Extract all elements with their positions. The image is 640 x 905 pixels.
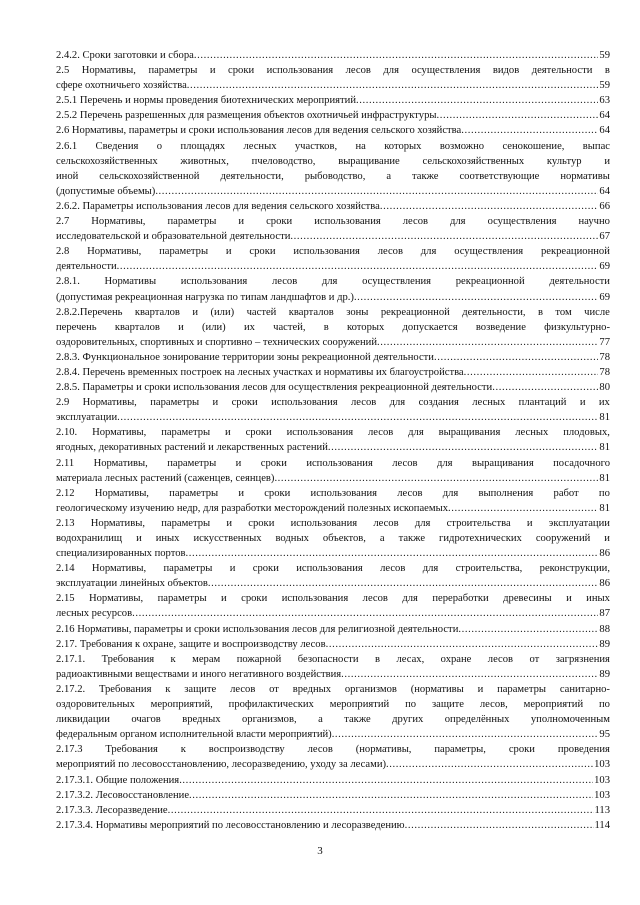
toc-entry-line: [56, 818, 610, 833]
toc-entry-page: 66: [599, 200, 610, 212]
toc-entry-page: 80: [599, 382, 610, 394]
dot-leader: [274, 471, 598, 486]
dot-leader: [492, 380, 598, 395]
toc-entry-title: 2.5.1 Перечень и нормы проведения биотехнических мероприятий: [56, 95, 356, 107]
toc-entry-line: 2.17.3 Требования к воспроизводству лесов (нормативы, параметры, сроки проведения: [56, 744, 610, 756]
toc-entry-line: [56, 410, 610, 425]
dot-leader: [208, 576, 598, 591]
toc-entry-line: водохранилищ и иных искусственных водных объектов, а также гидротехнических сооружений и: [56, 533, 610, 544]
toc-entry-page: 63: [599, 95, 610, 107]
dot-leader: [326, 637, 599, 652]
toc-entry[interactable]: [56, 516, 610, 561]
toc-entry[interactable]: [56, 48, 610, 63]
toc-entry-line: 2.11 Нормативы, параметры и сроки использования лесов для выращивания посадочного: [56, 457, 610, 469]
toc-entry-title: (допустимые объемы): [56, 185, 156, 197]
toc-entry-title: 2.8.4. Перечень временных построек на лесных участках и нормативы их благоустройства: [56, 366, 464, 378]
toc-entry-line: сельскохозяйственных животных, пчеловодство, выращивание сельскохозяйственных культур и: [56, 155, 610, 167]
dot-leader: [356, 93, 598, 108]
dot-leader: [377, 335, 598, 350]
toc-entry-page: 77: [599, 336, 610, 348]
dot-leader: [464, 365, 599, 380]
toc-entry-page: 103: [594, 789, 610, 801]
toc-entry-title: 2.17.3.1. Общие положения: [56, 774, 180, 786]
toc-entry[interactable]: [56, 818, 610, 833]
dot-leader: [448, 501, 598, 516]
toc-entry-page: 103: [594, 774, 610, 786]
toc-entry-line: 2.8 Нормативы, параметры и сроки использования лесов для осуществления рекреационной: [56, 246, 610, 258]
toc-entry[interactable]: [56, 199, 610, 214]
toc-entry-page: 114: [594, 819, 610, 831]
toc-entry-line: 2.14 Нормативы, параметры и сроки использования лесов для строительства, реконструкции,: [56, 563, 610, 575]
toc-entry-line: [56, 259, 610, 274]
toc-entry-title: 2.17.3.4. Нормативы мероприятий по лесовосстановлению и лесоразведению: [56, 819, 405, 831]
toc-entry[interactable]: [56, 486, 610, 516]
toc-entry-line: [56, 350, 610, 365]
toc-entry-title: мероприятий по лесовосстановлению, лесоразведению, уходу за лесами): [56, 759, 387, 771]
toc-entry-line: 2.10. Нормативы, параметры и сроки использования лесов для выращивания лесных плодовых,: [56, 427, 610, 439]
toc-entry-line: 2.7 Нормативы, параметры и сроки использования лесов для осуществления научно: [56, 216, 610, 228]
toc-entry-page: 59: [599, 80, 610, 92]
toc-entry-page: 59: [599, 50, 610, 61]
toc-entry-page: 78: [599, 351, 610, 363]
toc-entry-title: исследовательской и образовательной деятельности: [56, 231, 291, 243]
toc-entry-line: 2.8.1. Нормативы использования лесов для осуществления рекреационной деятельности: [56, 276, 610, 288]
toc-entry-line: 2.17.1. Требования к мерам пожарной безопасности в лесах, охране лесов от загрязнения: [56, 653, 610, 665]
toc-entry[interactable]: [56, 395, 610, 425]
dot-leader: [179, 773, 593, 788]
toc-entry[interactable]: [56, 561, 610, 591]
toc-entry-line: 2.8.2.Перечень кварталов и (или) частей кварталов зоны рекреационной деятельности, в том числе: [56, 306, 610, 318]
dot-leader: [354, 290, 598, 305]
dot-leader: [187, 78, 599, 93]
toc-entry-line: [56, 501, 610, 516]
toc-entry-title: 2.8.3. Функциональное зонирование территории зоны рекреационной деятельности: [56, 351, 434, 363]
toc-entry-title: 2.5.2 Перечень разрешенных для размещения объектов охотничьей инфраструктуры: [56, 110, 437, 122]
toc-entry[interactable]: [56, 425, 610, 455]
toc-entry-title: оздоровительных, спортивных и спортивно – технических сооружений: [56, 336, 378, 348]
toc-entry-title: ягодных, декоративных растений и лекарственных растений: [56, 442, 328, 454]
toc-entry[interactable]: [56, 773, 610, 788]
toc-entry[interactable]: [56, 742, 610, 772]
toc-entry-title: 2.6.2. Параметры использования лесов для ведения сельского хозяйства: [56, 200, 380, 212]
toc-entry-line: [56, 123, 610, 138]
dot-leader: [386, 757, 593, 772]
toc-entry[interactable]: [56, 274, 610, 304]
dot-leader: [458, 622, 598, 637]
toc-entry-line: [56, 803, 610, 818]
toc-entry[interactable]: [56, 803, 610, 818]
toc-entry-line: [56, 48, 610, 63]
toc-entry-line: 2.13 Нормативы, параметры и сроки использования лесов для строительства и эксплуатации: [56, 517, 610, 529]
toc-entry-line: [56, 788, 610, 803]
toc-entry-page: 78: [599, 366, 610, 378]
toc-entry-line: [56, 78, 610, 93]
toc-entry-title: (допустимая рекреационная нагрузка по типам ландшафтов и др.): [56, 291, 354, 303]
toc-entry-page: 69: [599, 261, 610, 273]
dot-leader: [341, 667, 598, 682]
dot-leader: [132, 606, 598, 621]
toc-entry-page: 81: [599, 412, 610, 424]
toc-entry[interactable]: [56, 108, 610, 123]
toc-entry-line: [56, 622, 610, 637]
toc-entry[interactable]: [56, 350, 610, 365]
toc-entry-title: 2.6 Нормативы, параметры и сроки использования лесов для ведения сельского хозяйства: [56, 125, 462, 137]
dot-leader: [155, 184, 598, 199]
dot-leader: [117, 259, 599, 274]
toc-entry-page: 81: [599, 442, 610, 454]
toc-entry-page: 69: [599, 291, 610, 303]
toc-entry-title: радиоактивными веществами и иного негативного воздействия: [56, 668, 342, 680]
toc-entry-title: сфере охотничьего хозяйства: [56, 80, 187, 92]
toc-entry-title: 2.4.2. Сроки заготовки и сбора: [56, 50, 194, 61]
toc-entry[interactable]: [56, 63, 610, 93]
toc-entry[interactable]: [56, 139, 610, 199]
toc-entry-line: [56, 667, 610, 682]
dot-leader: [380, 199, 599, 214]
toc-entry-line: 2.5 Нормативы, параметры и сроки использования лесов для осуществления видов деятельности в: [56, 65, 610, 77]
toc-entry-page: 81: [599, 502, 610, 514]
toc-entry-line: 2.15 Нормативы, параметры и сроки использования лесов для переработки древесины и иных: [56, 593, 610, 605]
dot-leader: [437, 108, 599, 123]
toc-entry-line: [56, 380, 610, 395]
toc-entry-line: [56, 773, 610, 788]
toc-entry-line: [56, 108, 610, 123]
toc-entry[interactable]: [56, 123, 610, 138]
toc-entry-line: [56, 637, 610, 652]
toc-entry-page: 87: [599, 608, 610, 620]
toc-entry-page: 81: [599, 472, 610, 484]
toc-entry-line: 2.6.1 Сведения о площадях лесных участков, на которых возможно сенокошение, выпас: [56, 140, 610, 152]
toc-entry-line: [56, 335, 610, 350]
toc-entry-line: [56, 727, 610, 742]
dot-leader: [332, 727, 599, 742]
toc-entry-page: 89: [599, 638, 610, 650]
toc-entry-line: 2.9 Нормативы, параметры и сроки использования лесов для создания лесных плантаций и их: [56, 397, 610, 409]
page-number: 3: [317, 845, 323, 857]
dot-leader: [189, 788, 593, 803]
toc-entry-title: эксплуатации: [56, 412, 118, 424]
toc-entry-title: лесных ресурсов: [56, 608, 133, 620]
table-of-contents: [56, 48, 610, 833]
toc-entry[interactable]: [56, 637, 610, 652]
toc-entry-title: 2.17.3.2. Лесовосстановление: [56, 789, 190, 801]
dot-leader: [434, 350, 598, 365]
toc-entry[interactable]: [56, 788, 610, 803]
toc-entry-line: ликвидации очагов вредных организмов, а также других определённых уполномоченным: [56, 714, 610, 726]
toc-entry-line: [56, 757, 610, 772]
toc-entry-title: федеральным органом исполнительной власти мероприятий): [56, 729, 332, 741]
toc-entry-page: 86: [599, 578, 610, 590]
dot-leader: [117, 410, 598, 425]
toc-entry-page: 67: [599, 231, 610, 243]
toc-entry-title: деятельности: [56, 261, 117, 273]
toc-entry[interactable]: [56, 365, 610, 380]
toc-entry-line: 2.12 Нормативы, параметры и сроки использования лесов для выполнения работ по: [56, 487, 610, 499]
dot-leader: [405, 818, 594, 833]
toc-entry-line: оздоровительных мероприятий, профилактических мероприятий по защите лесов, мероприятий по: [56, 699, 610, 711]
toc-entry-line: [56, 606, 610, 621]
toc-entry-line: [56, 229, 610, 244]
toc-entry-page: 88: [599, 623, 610, 635]
toc-entry-page: 89: [599, 668, 610, 680]
toc-entry-line: [56, 365, 610, 380]
toc-entry-line: перечень кварталов и (или) их частей, в которых допускается возведение физкультурно-: [56, 321, 610, 333]
dot-leader: [328, 440, 599, 455]
toc-entry[interactable]: [56, 380, 610, 395]
toc-entry-page: 86: [599, 548, 610, 560]
toc-entry-line: [56, 93, 610, 108]
toc-entry-title: 2.8.5. Параметры и сроки использования лесов для осуществления рекреационной деятельности: [56, 382, 493, 394]
toc-entry-line: 2.17.2. Требования к защите лесов от вредных организмов (нормативы и параметры санитарно-: [56, 683, 610, 695]
toc-entry[interactable]: [56, 622, 610, 637]
toc-entry-page: 64: [599, 125, 610, 137]
toc-entry-title: геологическому изучению недр, для разработки месторождений полезных ископаемых: [56, 502, 448, 514]
toc-entry[interactable]: [56, 214, 610, 244]
toc-entry-page: 64: [599, 185, 610, 197]
toc-entry[interactable]: [56, 652, 610, 682]
toc-entry-page: 95: [599, 729, 610, 741]
toc-entry[interactable]: [56, 591, 610, 621]
toc-entry-title: 2.17.3.3. Лесоразведение: [56, 804, 168, 816]
dot-leader: [461, 123, 598, 138]
toc-entry-line: [56, 290, 610, 305]
toc-entry-line: [56, 440, 610, 455]
toc-entry-line: [56, 199, 610, 214]
dot-leader: [168, 803, 594, 818]
toc-entry-page: 113: [594, 804, 610, 816]
toc-entry-page: 103: [594, 759, 610, 771]
toc-entry-line: иной сельскохозяйственной деятельности, рыбоводство, а также соответствующие нормативы: [56, 170, 610, 182]
toc-entry-line: [56, 576, 610, 591]
toc-entry-line: [56, 471, 610, 486]
dot-leader: [194, 48, 599, 63]
toc-entry-title: материала лесных растений (саженцев, сеянцев): [56, 472, 275, 484]
toc-entry[interactable]: [56, 305, 610, 350]
toc-entry[interactable]: [56, 456, 610, 486]
dot-leader: [290, 229, 598, 244]
toc-entry-title: специализированных портов: [56, 548, 186, 560]
toc-entry[interactable]: [56, 93, 610, 108]
toc-entry-line: [56, 546, 610, 561]
toc-entry[interactable]: [56, 244, 610, 274]
toc-entry-line: [56, 184, 610, 199]
toc-entry-page: 64: [599, 110, 610, 122]
toc-entry-title: эксплуатации линейных объектов: [56, 578, 208, 590]
dot-leader: [186, 546, 599, 561]
toc-entry[interactable]: [56, 682, 610, 742]
toc-entry-title: 2.17. Требования к охране, защите и воспроизводству лесов: [56, 638, 326, 650]
toc-entry-title: 2.16 Нормативы, параметры и сроки использования лесов для религиозной деятельности: [56, 623, 459, 635]
